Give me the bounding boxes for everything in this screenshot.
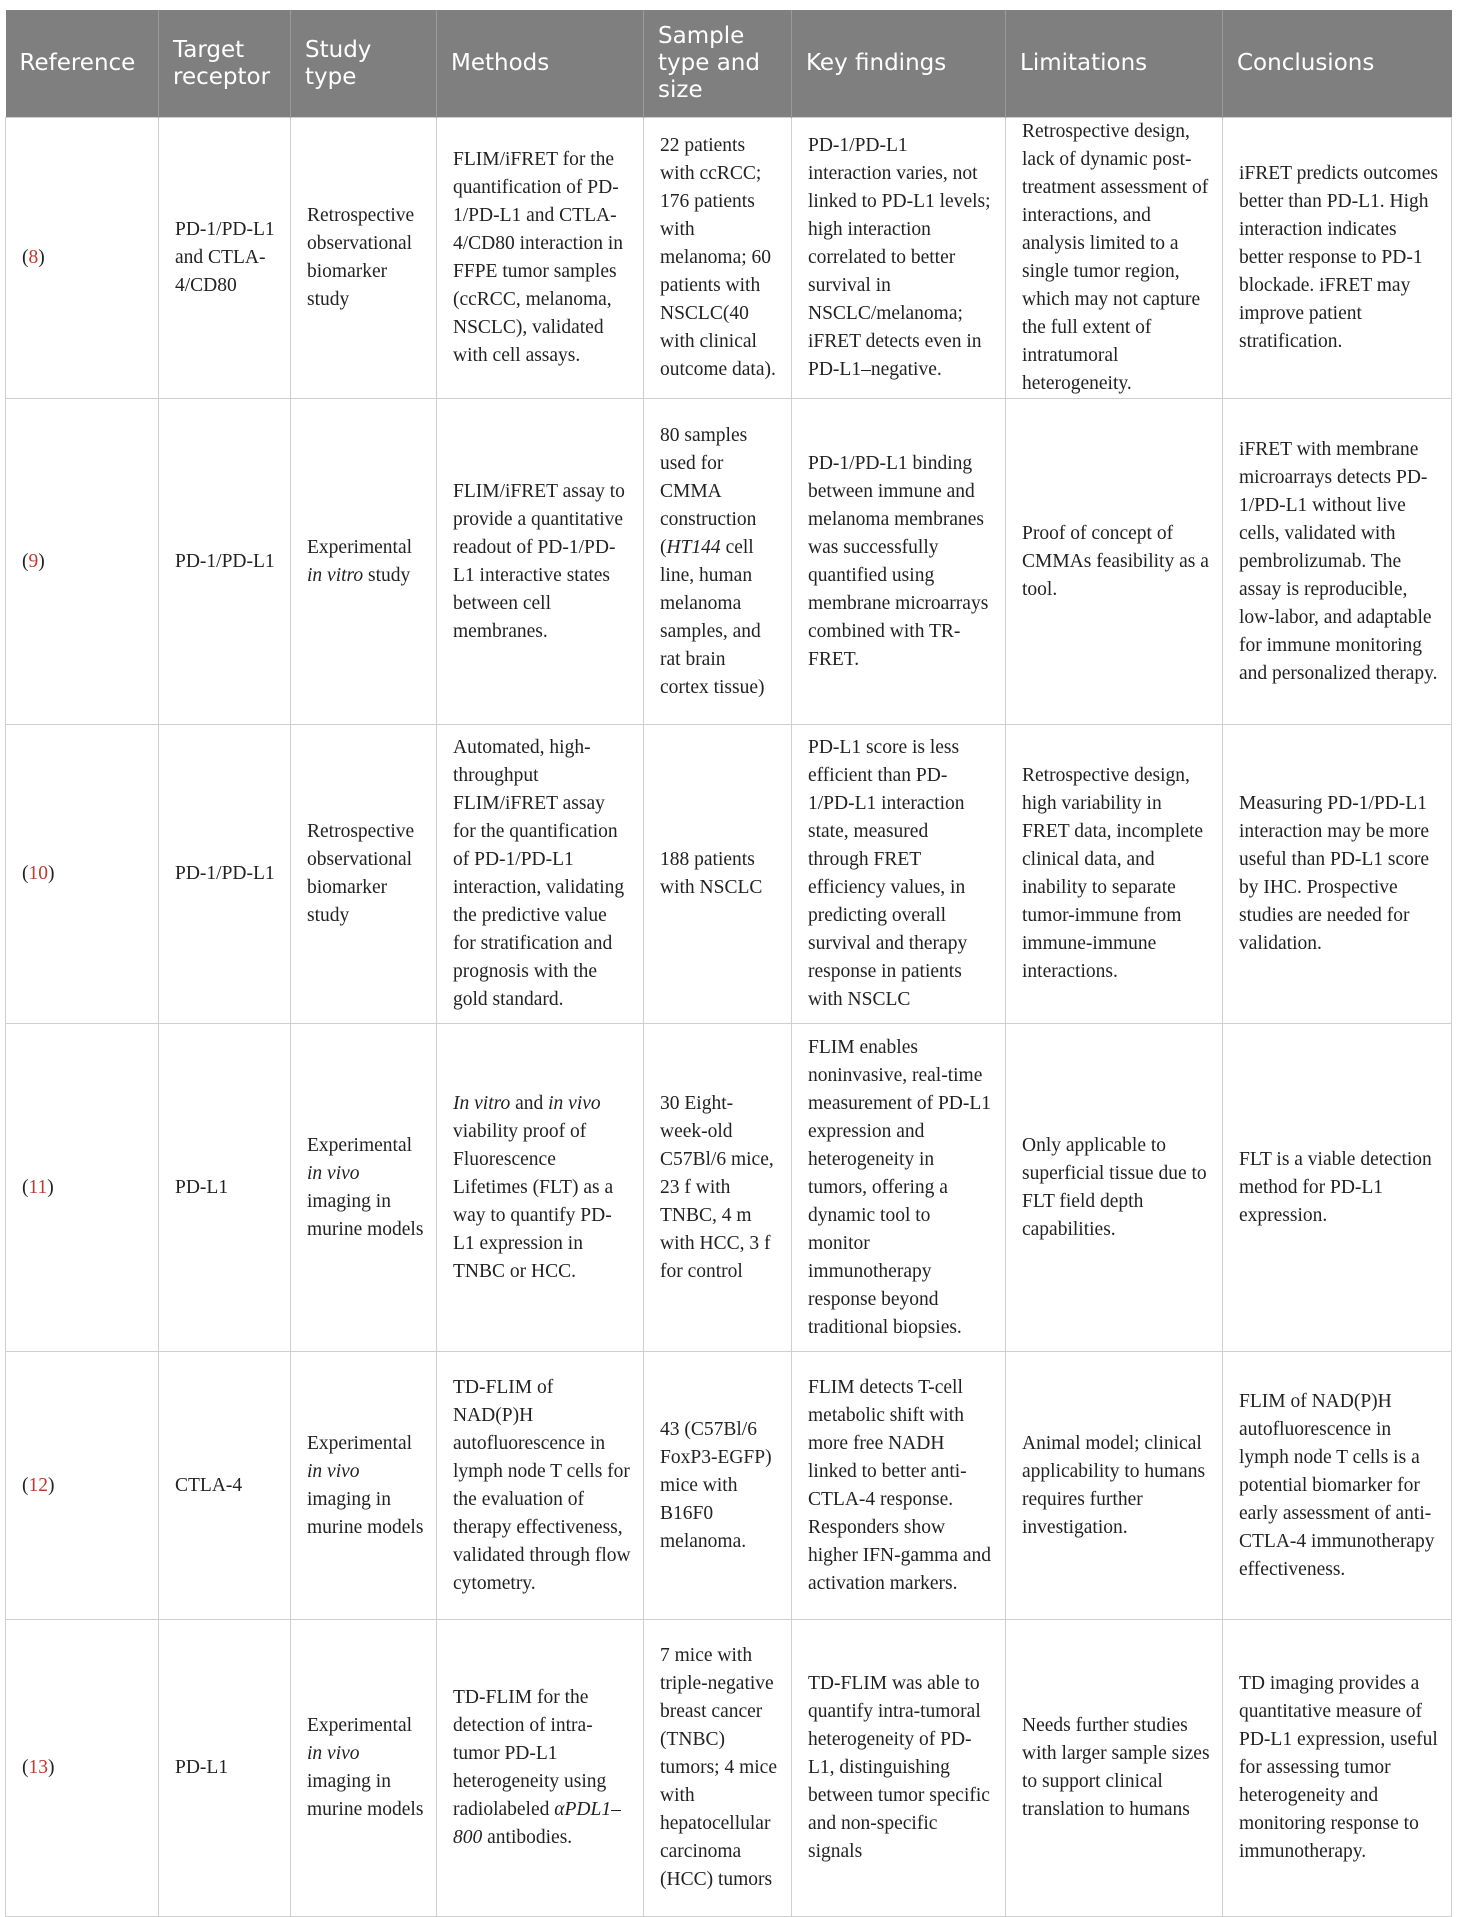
cell-limitations [1006, 118, 1223, 399]
cell-key-findings [792, 725, 1006, 1024]
column-header-reference: Reference [6, 10, 159, 118]
cell-text: Experimental [307, 1432, 413, 1454]
cell-conclusions [1223, 399, 1452, 725]
cell-text: PD-L1 score is less efficient than PD-1/PD-L1 interaction state, measured through FRET efficiency values, in predicting overall survival and therapy response in patients with NSCLC [808, 737, 968, 1010]
cell-text: Experimental [307, 1715, 413, 1736]
cell-text: 43 (C57Bl/6 FoxP3-EGFP) mice with B16F0 melanoma. [660, 1418, 772, 1552]
cell-sample [644, 725, 792, 1024]
cell-sample [644, 118, 792, 399]
cell-study-type [291, 725, 437, 1024]
table-row [6, 1024, 1452, 1352]
cell-key-findings [792, 1024, 1006, 1352]
cell-text: PD-1/PD-L1 interaction varies, not linked to PD-L1 levels; high interaction correlated to better survival in NSCLC/melanoma; iFRET detects even in PD-L1–negative. [808, 135, 991, 380]
reference-link[interactable]: 9 [28, 550, 39, 572]
cell-text: FLIM/iFRET for the quantification of PD-1/PD-L1 and CTLA-4/CD80 interaction in FFPE tumor samples (ccRCC, melanoma, NSCLC), validated with cell assays. [453, 149, 624, 366]
cell-text: PD-L1 [175, 1757, 229, 1778]
cell-text: viability proof of Fluorescence Lifetimes (FLT) as a way to quantify PD-L1 expression in TNBC or HCC. [453, 1120, 614, 1282]
cell-study-type [291, 1620, 437, 1917]
cell-text: PD-1/PD-L1 binding between immune and melanoma membranes was successfully quantified using membrane microarrays combined with TR-FRET. [808, 452, 989, 670]
cell-text: CTLA-4 [175, 1474, 243, 1496]
cell-text: Experimental [307, 536, 413, 558]
italic-text: in vivo [307, 1162, 360, 1184]
cell-study-type [291, 118, 437, 399]
cell-text: Automated, high-throughput FLIM/iFRET assay for the quantification of PD-1/PD-L1 interaction, validating the predictive value for stratification and prognosis with the gold standard. [453, 737, 625, 1010]
cell-study-type [291, 399, 437, 725]
italic-text: In vitro [453, 1092, 511, 1114]
table-body [6, 118, 1452, 1917]
cell-text: TD-FLIM for the detection of intra-tumor PD-L1 heterogeneity using radiolabeled [453, 1687, 607, 1820]
comparison-table [5, 10, 1452, 1917]
cell-text: iFRET with membrane microarrays detects PD-1/PD-L1 without live cells, validated with pembrolizumab. The assay is reproducible, low-labor, and adaptable for immune monitoring and personalized therapy. [1239, 438, 1438, 684]
table-row [6, 725, 1452, 1024]
cell-conclusions [1223, 725, 1452, 1024]
cell-limitations [1006, 399, 1223, 725]
cell-text: 22 patients with ccRCC; 176 patients with melanoma; 60 patients with NSCLC(40 with clinical outcome data). [660, 135, 776, 380]
column-header-study-type: Study type [291, 10, 437, 118]
italic-text: αPDL1–800 [453, 1799, 621, 1848]
cell-reference: (12) [6, 1352, 159, 1620]
cell-reference: (13) [6, 1620, 159, 1917]
column-header-key-findings: Key findings [792, 10, 1006, 118]
cell-text: imaging in murine models [307, 1771, 424, 1820]
cell-target-receptor [159, 1024, 291, 1352]
cell-target-receptor [159, 1352, 291, 1620]
cell-text: PD-1/PD-L1 [175, 550, 275, 572]
cell-text: 7 mice with triple-negative breast cancer (TNBC) tumors; 4 mice with hepatocellular carcinoma (HCC) tumors [660, 1645, 777, 1890]
cell-reference: (8) [6, 118, 159, 399]
cell-text: FLIM enables noninvasive, real-time measurement of PD-L1 expression and heterogeneity in tumors, offering a dynamic tool to monitor immunotherapy response beyond traditional biopsies. [808, 1036, 992, 1338]
cell-text: imaging in murine models [307, 1190, 424, 1240]
cell-reference: (11) [6, 1024, 159, 1352]
cell-methods [437, 725, 644, 1024]
cell-target-receptor [159, 725, 291, 1024]
column-header-sample: Sample type and size [644, 10, 792, 118]
cell-target-receptor [159, 399, 291, 725]
cell-text: Measuring PD-1/PD-L1 interaction may be more useful than PD-L1 score by IHC. Prospective studies are needed for validation. [1239, 793, 1430, 954]
italic-text: HT144 [666, 536, 721, 558]
cell-methods [437, 399, 644, 725]
cell-text: Retrospective observational biomarker study [307, 205, 415, 310]
cell-text: study [363, 564, 411, 586]
cell-study-type [291, 1352, 437, 1620]
cell-text: and [510, 1092, 549, 1114]
column-header-target-receptor: Target receptor [159, 10, 291, 118]
cell-methods [437, 1024, 644, 1352]
cell-key-findings [792, 1352, 1006, 1620]
cell-text: PD-1/PD-L1 and CTLA-4/CD80 [175, 219, 275, 296]
column-header-methods: Methods [437, 10, 644, 118]
cell-text: 30 Eight-week-old C57Bl/6 mice, 23 f with TNBC, 4 m with HCC, 3 f for control [660, 1092, 774, 1282]
cell-conclusions [1223, 1352, 1452, 1620]
cell-sample [644, 1024, 792, 1352]
cell-reference: (9) [6, 399, 159, 725]
reference-link[interactable]: 8 [28, 247, 39, 268]
cell-text: Animal model; clinical applicability to humans requires further investigation. [1022, 1432, 1206, 1538]
cell-limitations [1006, 725, 1223, 1024]
cell-text: 80 samples used for CMMA construction ( [660, 424, 757, 558]
cell-text: Experimental [307, 1134, 413, 1156]
cell-text: Retrospective observational biomarker study [307, 821, 415, 926]
cell-sample [644, 1352, 792, 1620]
italic-text: in vivo [548, 1092, 601, 1114]
cell-key-findings [792, 118, 1006, 399]
table-row [6, 1352, 1452, 1620]
cell-methods [437, 1352, 644, 1620]
cell-text: FLIM/iFRET assay to provide a quantitative readout of PD-1/PD-L1 interactive states between cell membranes. [453, 480, 625, 642]
italic-text: in vitro [307, 564, 364, 586]
reference-link[interactable]: 13 [28, 1757, 48, 1778]
table-header [6, 10, 1452, 118]
cell-limitations [1006, 1620, 1223, 1917]
cell-text: Proof of concept of CMMAs feasibility as a tool. [1022, 522, 1209, 600]
cell-text: TD-FLIM of NAD(P)H autofluorescence in lymph node T cells for the evaluation of therapy effectiveness, validated through flow cytometry. [453, 1376, 631, 1594]
cell-sample [644, 1620, 792, 1917]
cell-text: iFRET predicts outcomes better than PD-L1. High interaction indicates better response to PD-1 blockade. iFRET may improve patient stratification. [1239, 163, 1438, 352]
cell-text: FLIM detects T-cell metabolic shift with more free NADH linked to better anti-CTLA-4 response. Responders show higher IFN-gamma and activation markers. [808, 1376, 992, 1594]
cell-text: 188 patients with NSCLC [660, 849, 763, 898]
cell-text: Retrospective design, high variability in FRET data, incomplete clinical data, and inability to separate tumor-immune from immune-immune interactions. [1022, 765, 1204, 982]
table-row [6, 399, 1452, 725]
cell-conclusions [1223, 118, 1452, 399]
cell-limitations [1006, 1352, 1223, 1620]
cell-limitations [1006, 1024, 1223, 1352]
cell-text: FLIM of NAD(P)H autofluorescence in lymph node T cells is a potential biomarker for early assessment of anti-CTLA-4 immunotherapy effectiveness. [1239, 1390, 1435, 1580]
cell-text: Needs further studies with larger sample sizes to support clinical translation to humans [1022, 1715, 1210, 1820]
cell-text: Retrospective design, lack of dynamic post-treatment assessment of interactions, and analysis limited to a single tumor region, which may not capture the full extent of intratumoral heterogeneity. [1022, 121, 1209, 394]
column-header-conclusions: Conclusions [1223, 10, 1452, 118]
cell-conclusions [1223, 1024, 1452, 1352]
cell-key-findings [792, 1620, 1006, 1917]
reference-link[interactable]: 12 [28, 1474, 48, 1496]
cell-conclusions [1223, 1620, 1452, 1917]
cell-text: TD-FLIM was able to quantify intra-tumoral heterogeneity of PD-L1, distinguishing between tumor specific and non-specific signals [808, 1673, 990, 1862]
cell-target-receptor [159, 1620, 291, 1917]
cell-text: Only applicable to superficial tissue due to FLT field depth capabilities. [1022, 1134, 1207, 1240]
cell-text: cell line, human melanoma samples, and rat brain cortex tissue) [660, 536, 765, 698]
italic-text: in vivo [307, 1743, 360, 1764]
cell-text: PD-1/PD-L1 [175, 863, 275, 884]
cell-text: FLT is a viable detection method for PD-L1 expression. [1239, 1148, 1432, 1226]
column-header-limitations: Limitations [1006, 10, 1223, 118]
italic-text: in vivo [307, 1460, 360, 1482]
table-row [6, 1620, 1452, 1917]
cell-target-receptor [159, 118, 291, 399]
cell-text: imaging in murine models [307, 1488, 424, 1538]
cell-text: antibodies. [482, 1827, 573, 1848]
cell-key-findings [792, 399, 1006, 725]
cell-methods [437, 1620, 644, 1917]
cell-methods [437, 118, 644, 399]
reference-link[interactable]: 11 [28, 1176, 48, 1198]
table-row [6, 118, 1452, 399]
cell-study-type [291, 1024, 437, 1352]
cell-sample [644, 399, 792, 725]
reference-link[interactable]: 10 [28, 863, 48, 884]
cell-reference: (10) [6, 725, 159, 1024]
cell-text: TD imaging provides a quantitative measure of PD-L1 expression, useful for assessing tumor heterogeneity and monitoring response to immunotherapy. [1239, 1673, 1438, 1862]
cell-text: PD-L1 [175, 1176, 229, 1198]
